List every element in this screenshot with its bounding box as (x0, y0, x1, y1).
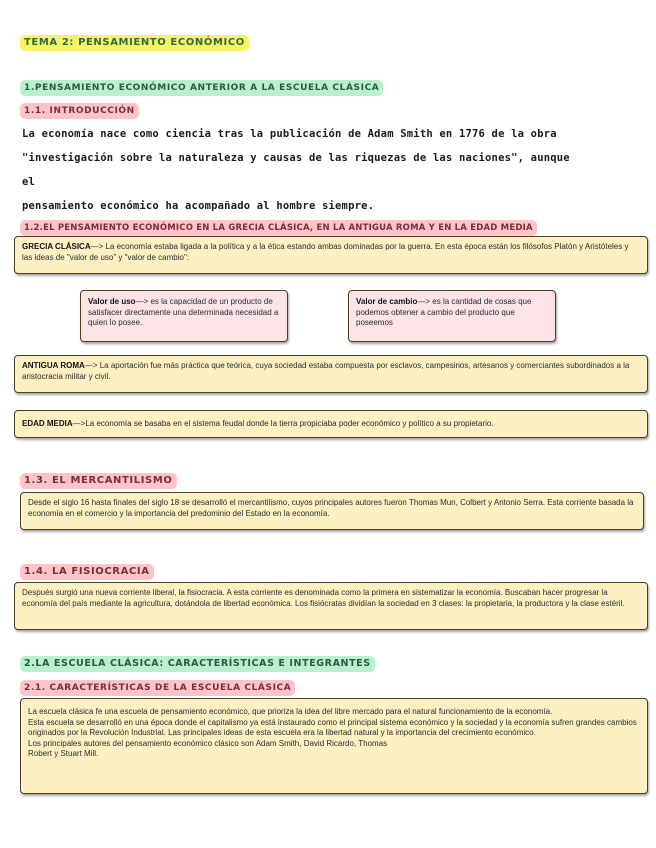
escuela-paragraph-3: Los principales autores del pensamiento económico clásico son Adam Smith, David Ricardo, Thomas (28, 738, 388, 748)
intro-line-1: La economía nace como ciencia tras la publicación de Adam Smith en 1776 de la obra (22, 128, 557, 140)
edad-media-label: EDAD MEDIA (22, 419, 73, 428)
mercantilismo-text: Desde el siglo 16 hasta finales del siglo 18 se desarrolló el mercantilismo, cuyos principales autores fueron Thomas Mun, Colbert y Antonio Serra. Esta corriente basada la economía en el comercio y la importancia del predominio del Estado en la economía. (28, 498, 634, 518)
valor-cambio-label: Valor de cambio (356, 297, 418, 306)
edad-media-box (14, 410, 648, 438)
section2-heading: 2.LA ESCUELA CLÁSICA: CARACTERÍSTICAS E INTEGRANTES (20, 656, 375, 672)
mercantilismo-box (20, 492, 644, 530)
section1-heading: 1.PENSAMIENTO ECONÓMICO ANTERIOR A LA ESCUELA CLÁSICA (20, 80, 383, 96)
intro-line-2: "investigación sobre la naturaleza y causas de las riquezas de las naciones", aunque el (22, 152, 570, 188)
roma-label: ANTIGUA ROMA (22, 361, 85, 370)
grecia-label: GRECIA CLÁSICA (22, 242, 91, 251)
intro-heading: 1.1. INTRODUCCIÓN (20, 103, 139, 119)
fisiocracia-box (14, 582, 648, 630)
escuela-paragraph-1: La escuela clásica fe una escuela de pensamiento económico, que prioriza la idea del libre mercado para el natural funcionamiento de la economía. (28, 707, 553, 716)
escuela-paragraph-4: Robert y Stuart Mill. (28, 749, 99, 758)
page-title: TEMA 2: PENSAMIENTO ECONÓMICO (20, 35, 249, 51)
roma-text: La aportación fue más práctica que teórica, cuya sociedad estaba compuesta por esclavos, campesinos, artesanos y comerciantes subordinados a la aristocracia militar y civil. (22, 361, 630, 381)
edad-media-arrow: —> (72, 419, 86, 428)
intro-paragraph (22, 122, 587, 218)
roma-arrow: —> (84, 361, 100, 370)
grecia-roma-edad-media-heading: 1.2.EL PENSAMIENTO ECONÓMICO EN LA GRECIA CLÁSICA, EN LA ANTIGUA ROMA Y EN LA EDAD MEDIA (20, 220, 537, 236)
antigua-roma-box (14, 355, 648, 393)
fisiocracia-text: Después surgió una nueva corriente liberal, la fisiocracia. A esta corriente es denominada como la primera en sistematizar la economía. Buscaban hacer progresar la economía del país mediante la agricultura, dotándola de libertad económica. Los fisiócratas dividían la sociedad en 3 clases: la propietaria, la productora y la clase estéril. (22, 588, 625, 608)
escuela-paragraph-2: Esta escuela se desarrolló en una época donde el capitalismo ya está instaurado como el principal sistema económico y la sociedad y la economía sufren grandes cambios originados por la Revolución Industrial. Las principales ideas de esta escuela era la libertad natural y la importancia del crecimiento económico. (28, 717, 637, 737)
valor-uso-label: Valor de uso (88, 297, 136, 306)
escuela-clasica-subheading: 2.1. CARACTERÍSTICAS DE LA ESCUELA CLÁSICA (20, 680, 295, 696)
valor-uso-text: es la capacidad de un producto de satisfacer directamente una determinada necesidad a quien lo posee. (88, 297, 279, 327)
valor-de-cambio-box (348, 290, 556, 342)
escuela-clasica-box (20, 698, 648, 794)
valor-cambio-arrow: —> (417, 297, 433, 306)
edad-media-text: La economía se basaba en el sistema feudal donde la tierra propiciaba poder económico y político a su propietario. (85, 419, 494, 428)
grecia-text: La economía estaba ligada a la política y a la ética estando ambas dominadas por la guerra. En esta época están los filósofos Platón y Aristóteles y las ideas de "valor de uso" y "valor de cambio": (22, 242, 629, 262)
intro-line-3: pensamiento económico ha acompañado al hombre siempre. (22, 200, 375, 212)
fisiocracia-heading: 1.4. LA FISIOCRACIA (20, 564, 154, 580)
valor-de-uso-box (80, 290, 288, 342)
grecia-clasica-box (14, 236, 648, 274)
mercantilismo-heading: 1.3. EL MERCANTILISMO (20, 473, 177, 489)
valor-uso-arrow: —> (135, 297, 151, 306)
valor-cambio-text: es la cantidad de cosas que podemos obtener a cambio del producto que poseemos (356, 297, 532, 327)
grecia-arrow: —> (90, 242, 106, 251)
